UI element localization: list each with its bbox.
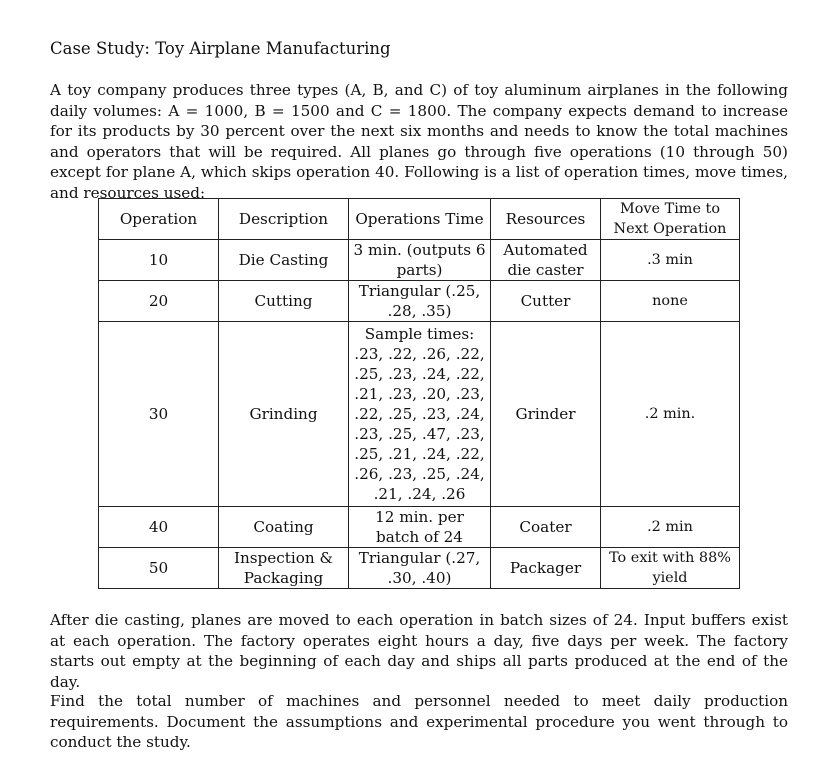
table-row <box>99 506 740 547</box>
cell-description: Coating <box>219 506 349 547</box>
batch-paragraph: After die casting, planes are moved to each operation in batch sizes of 24. Input buffers exist at each operation. The factory operates eight hours a day, five days per week. The factory starts out empty at the beginning of each day and ships all parts produced at the end of the day. <box>50 611 788 691</box>
intro-paragraph: A toy company produces three types (A, B, and C) of toy aluminum airplanes in the following daily volumes: A = 1000, B = 1500 and C = 1800. The company expects demand to increase for its products by 30 percent over the next six months and needs to know the total machines and operators that will be required. All planes go through five operations (10 through 50) except for plane A, which skips operation 40. Following is a list of operation times, move times, and resources used: <box>50 81 788 202</box>
table-row <box>99 547 740 588</box>
cell-description: Grinding <box>219 322 349 506</box>
header-operation: Operation <box>99 199 219 240</box>
cell-description: Inspection & Packaging <box>219 547 349 588</box>
cell-operations-time: 3 min. (outputs 6 parts) <box>349 240 491 281</box>
cell-operation: 20 <box>99 281 219 322</box>
cell-resources: Coater <box>491 506 601 547</box>
cell-operation: 50 <box>99 547 219 588</box>
cell-resources: Packager <box>491 547 601 588</box>
table-header-row <box>99 199 740 240</box>
cell-operation: 10 <box>99 240 219 281</box>
cell-operations-time: Triangular (.27, .30, .40) <box>349 547 491 588</box>
operations-table <box>98 198 740 589</box>
table-row <box>99 281 740 322</box>
header-operations-time: Operations Time <box>349 199 491 240</box>
cell-operations-time: Triangular (.25, .28, .35) <box>349 281 491 322</box>
cell-operation: 40 <box>99 506 219 547</box>
header-resources: Resources <box>491 199 601 240</box>
cell-description: Cutting <box>219 281 349 322</box>
case-study-title: Case Study: Toy Airplane Manufacturing <box>50 39 391 58</box>
cell-operations-time: 12 min. per batch of 24 <box>349 506 491 547</box>
cell-resources: Cutter <box>491 281 601 322</box>
cell-move-time: .2 min. <box>601 322 740 506</box>
cell-resources: Grinder <box>491 322 601 506</box>
cell-move-time: .3 min <box>601 240 740 281</box>
header-description: Description <box>219 199 349 240</box>
cell-operations-time: Sample times: .23, .22, .26, .22, .25, .23, .24, .22, .21, .23, .20, .23, .22, .25, .23, .24, .23, .25, .47, .23, .25, .21, .24, .22, .26, .23, .25, .24, .21, .24, .26 <box>349 322 491 506</box>
cell-description: Die Casting <box>219 240 349 281</box>
cell-move-time: To exit with 88% yield <box>601 547 740 588</box>
task-paragraph: Find the total number of machines and personnel needed to meet daily production requirements. Document the assumptions and experimental procedure you went through to conduct the study. <box>50 692 788 751</box>
cell-resources: Automated die caster <box>491 240 601 281</box>
table-row <box>99 322 740 506</box>
cell-move-time: none <box>601 281 740 322</box>
cell-move-time: .2 min <box>601 506 740 547</box>
header-move-time: Move Time to Next Operation <box>601 199 740 240</box>
table-row <box>99 240 740 281</box>
cell-operation: 30 <box>99 322 219 506</box>
